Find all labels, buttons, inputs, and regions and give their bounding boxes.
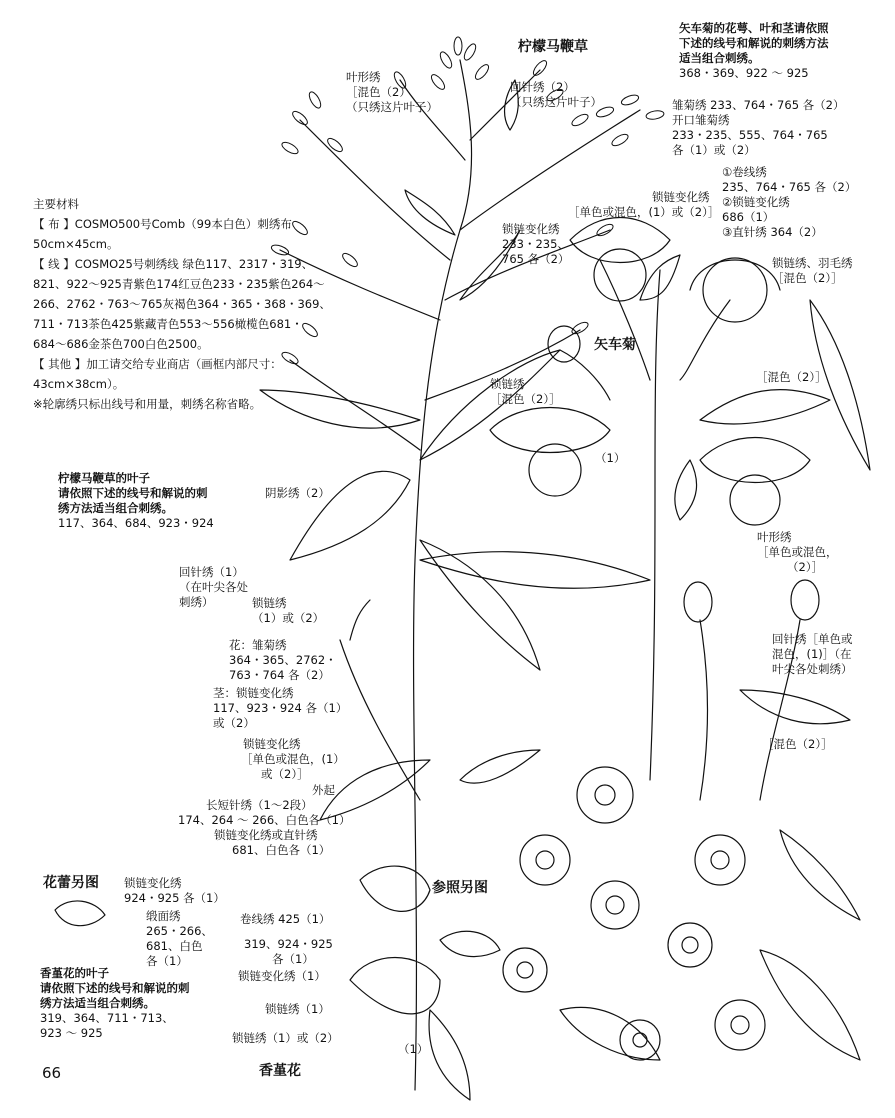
label-back-tip-left xyxy=(179,565,248,610)
label-stem-chain xyxy=(213,686,347,731)
note-line: 适当组合刺绣。 xyxy=(679,51,760,65)
materials-line: 50cm×45cm。 xyxy=(33,237,119,251)
label-line: 各（1） xyxy=(146,954,188,968)
note-line: 香堇花的叶子 xyxy=(40,966,109,980)
label-back-stitch-top xyxy=(510,80,602,110)
label-line: （1） xyxy=(595,451,626,465)
label-line: ［混色（2）］ xyxy=(772,271,843,285)
label-v-chain-var xyxy=(238,969,326,984)
label-line: 233・235、 xyxy=(502,237,569,251)
note-line: 368・369、922 ～ 925 xyxy=(679,66,809,80)
label-line: 681、白色 xyxy=(146,939,203,953)
label-line: 开口雏菊绣 xyxy=(672,113,730,127)
violet-title: 香堇花 xyxy=(259,1063,301,1079)
label-line: 回针绣［单色或 xyxy=(772,632,853,646)
label-leaf-stitch-top xyxy=(346,70,438,115)
label-v-chain-1or2 xyxy=(232,1031,339,1046)
label-line: 锁链绣（1） xyxy=(265,1002,330,1016)
label-line: 锁链变化绣或直针绣 xyxy=(214,828,318,842)
materials-line: 711・713茶色425紫藏青色553～556橄榄色681・ xyxy=(33,317,303,331)
label-line: 花：雏菊绣 xyxy=(229,638,287,652)
label-line: 叶形绣 xyxy=(757,530,792,544)
cornflower-title: 矢车菊 xyxy=(594,337,636,353)
label-chain-1or2 xyxy=(252,596,324,626)
lemon-verbena-title: 柠檬马鞭草 xyxy=(518,39,588,55)
label-mix2-a xyxy=(756,370,827,385)
materials-line: 【 线 】COSMO25号刺绣线 绿色117、2317・319、 xyxy=(33,257,314,271)
label-line: 回针绣（1） xyxy=(179,565,244,579)
note-line: 923 ～ 925 xyxy=(40,1026,103,1040)
materials-line: 684～686金茶色700白色2500。 xyxy=(33,337,209,351)
label-line: 364・365、2762・ xyxy=(229,653,337,667)
label-chain-var-233 xyxy=(502,222,569,267)
label-shadow xyxy=(265,486,330,501)
label-line: 锁链变化绣 xyxy=(124,876,182,890)
label-chain-var-single xyxy=(241,737,345,782)
lemon-leaf-note xyxy=(58,471,214,531)
materials-list xyxy=(33,194,331,414)
cornflower-note xyxy=(679,21,829,81)
label-line: 319、924・925 xyxy=(244,937,333,951)
label-line: 混色，(1)］（在 xyxy=(772,647,852,661)
label-line: ［混色（2）］ xyxy=(756,370,827,384)
left-sprig xyxy=(340,600,420,800)
materials-line: 主要材料 xyxy=(33,197,79,211)
label-line: ①卷线绣 xyxy=(722,165,767,179)
label-chain-or-straight xyxy=(214,828,330,858)
label-line: 叶尖各处刺绣） xyxy=(772,662,853,676)
label-line: ［混色（2） xyxy=(346,85,411,99)
note-line: 117、364、684、923・924 xyxy=(58,516,214,530)
label-line: 卷线绣 425（1） xyxy=(240,912,331,926)
label-long-short xyxy=(178,798,350,828)
label-line: 刺绣） xyxy=(179,595,214,609)
label-line: 叶形绣 xyxy=(346,70,381,84)
label-line: 长短针绣（1～2段） xyxy=(206,798,313,812)
label-line: （只绣这片叶子） xyxy=(346,100,438,114)
label-line: 233・235、555、764・765 xyxy=(672,128,828,142)
bud-alt-title: 花蕾另图 xyxy=(43,875,99,891)
see-alt-title: 参照另图 xyxy=(432,880,488,896)
small-daisies xyxy=(503,767,765,1060)
note-line: 绣方法适当组合刺绣。 xyxy=(40,996,155,1010)
materials-line: 821、922～925青紫色174红豆色233・235紫色264～ xyxy=(33,277,325,291)
label-line: （2）］ xyxy=(787,560,824,574)
label-line: 或（2） xyxy=(213,716,255,730)
label-line: 雏菊绣 233、764・765 各（2） xyxy=(672,98,845,112)
label-line: 锁链绣 xyxy=(490,377,525,391)
label-line: 缎面绣 xyxy=(146,909,181,923)
label-bud-chain xyxy=(124,876,225,906)
label-line: 各（1）或（2） xyxy=(672,143,756,157)
violet-leaf-note xyxy=(40,966,190,1041)
label-line: ［单色或混色，(1）或（2）］ xyxy=(568,205,720,219)
materials-line: 【 其他 】加工请交给专业商店（画框内部尺寸： xyxy=(33,357,282,371)
label-chain-feather xyxy=(772,256,853,286)
label-line: （只绣这片叶子） xyxy=(510,95,602,109)
label-line: 924・925 各（1） xyxy=(124,891,225,905)
label-line: 或（2）］ xyxy=(261,767,309,781)
label-line: 各（1） xyxy=(272,952,314,966)
label-line: 阴影绣（2） xyxy=(265,486,330,500)
label-line: 外起 xyxy=(312,783,335,797)
page-number: 66 xyxy=(42,1064,62,1082)
label-line: （在叶尖各处 xyxy=(179,580,248,594)
label-line: 锁链变化绣（1） xyxy=(238,969,326,983)
label-line: 锁链变化绣 xyxy=(652,190,710,204)
note-line: 请依照下述的线号和解说的刺 xyxy=(58,486,208,500)
label-line: 茎：锁链变化绣 xyxy=(213,686,294,700)
label-line: ③直针绣 364（2） xyxy=(722,225,823,239)
label-line: 235、764・765 各（2） xyxy=(722,180,857,194)
label-line: ［单色或混色， xyxy=(757,545,838,559)
label-line: 锁链绣（1）或（2） xyxy=(232,1031,339,1045)
label-outline-edge xyxy=(312,783,335,798)
label-v-one xyxy=(398,1042,428,1057)
label-line: ［混色（2）］ xyxy=(490,392,561,406)
label-line: 锁链变化绣 xyxy=(502,222,560,236)
label-line: 681、白色各（1） xyxy=(232,843,331,857)
label-line: 锁链绣、羽毛绣 xyxy=(772,256,853,270)
materials-line: 266、2762・763～765灰褐色364・365・368・369、 xyxy=(33,297,331,311)
label-back-right xyxy=(772,632,853,677)
label-line: 265・266、 xyxy=(146,924,213,938)
materials-line: 【 布 】COSMO500号Comb（99本白色）刺绣布 xyxy=(33,217,292,231)
label-line: （1） xyxy=(398,1042,429,1056)
label-leaf-right xyxy=(757,530,838,575)
label-line: ［单色或混色，(1） xyxy=(241,752,345,766)
label-line: 763・764 各（2） xyxy=(229,668,330,682)
label-v319 xyxy=(244,937,333,967)
note-line: 319、364、711・713、 xyxy=(40,1011,174,1025)
label-line: 锁链变化绣 xyxy=(243,737,301,751)
materials-line: ※轮廓绣只标出线号和用量，刺绣名称省略。 xyxy=(33,397,262,411)
label-chain-var-mix xyxy=(568,190,719,220)
label-line: ②锁链变化绣 xyxy=(722,195,790,209)
label-v-chain xyxy=(265,1002,330,1017)
label-line: 686（1） xyxy=(722,210,775,224)
label-line: 117、923・924 各（1） xyxy=(213,701,348,715)
materials-line: 43cm×38cm）。 xyxy=(33,377,125,391)
label-bud-satin xyxy=(146,909,213,969)
label-flower-daisy xyxy=(229,638,337,683)
label-line: 回针绣（2） xyxy=(510,80,575,94)
label-daisy-top xyxy=(672,98,844,158)
label-line: 174、264 ～ 266、白色各（1） xyxy=(178,813,351,827)
label-mix2-b xyxy=(762,737,833,752)
label-chain-mix2 xyxy=(490,377,561,407)
note-line: 柠檬马鞭草的叶子 xyxy=(58,471,150,485)
label-line: （1）或（2） xyxy=(252,611,325,625)
label-coil-425 xyxy=(240,912,330,927)
label-line: ［混色（2）］ xyxy=(762,737,833,751)
note-line: 绣方法适当组合刺绣。 xyxy=(58,501,173,515)
label-line: 锁链绣 xyxy=(252,596,287,610)
note-line: 矢车菊的花萼、叶和茎请依照 xyxy=(679,21,829,35)
label-line: 765 各（2） xyxy=(502,252,570,266)
label-one xyxy=(595,451,625,466)
note-line: 下述的线号和解说的刺绣方法 xyxy=(679,36,829,50)
label-coil-group xyxy=(722,165,856,240)
note-line: 请依照下述的线号和解说的刺 xyxy=(40,981,190,995)
